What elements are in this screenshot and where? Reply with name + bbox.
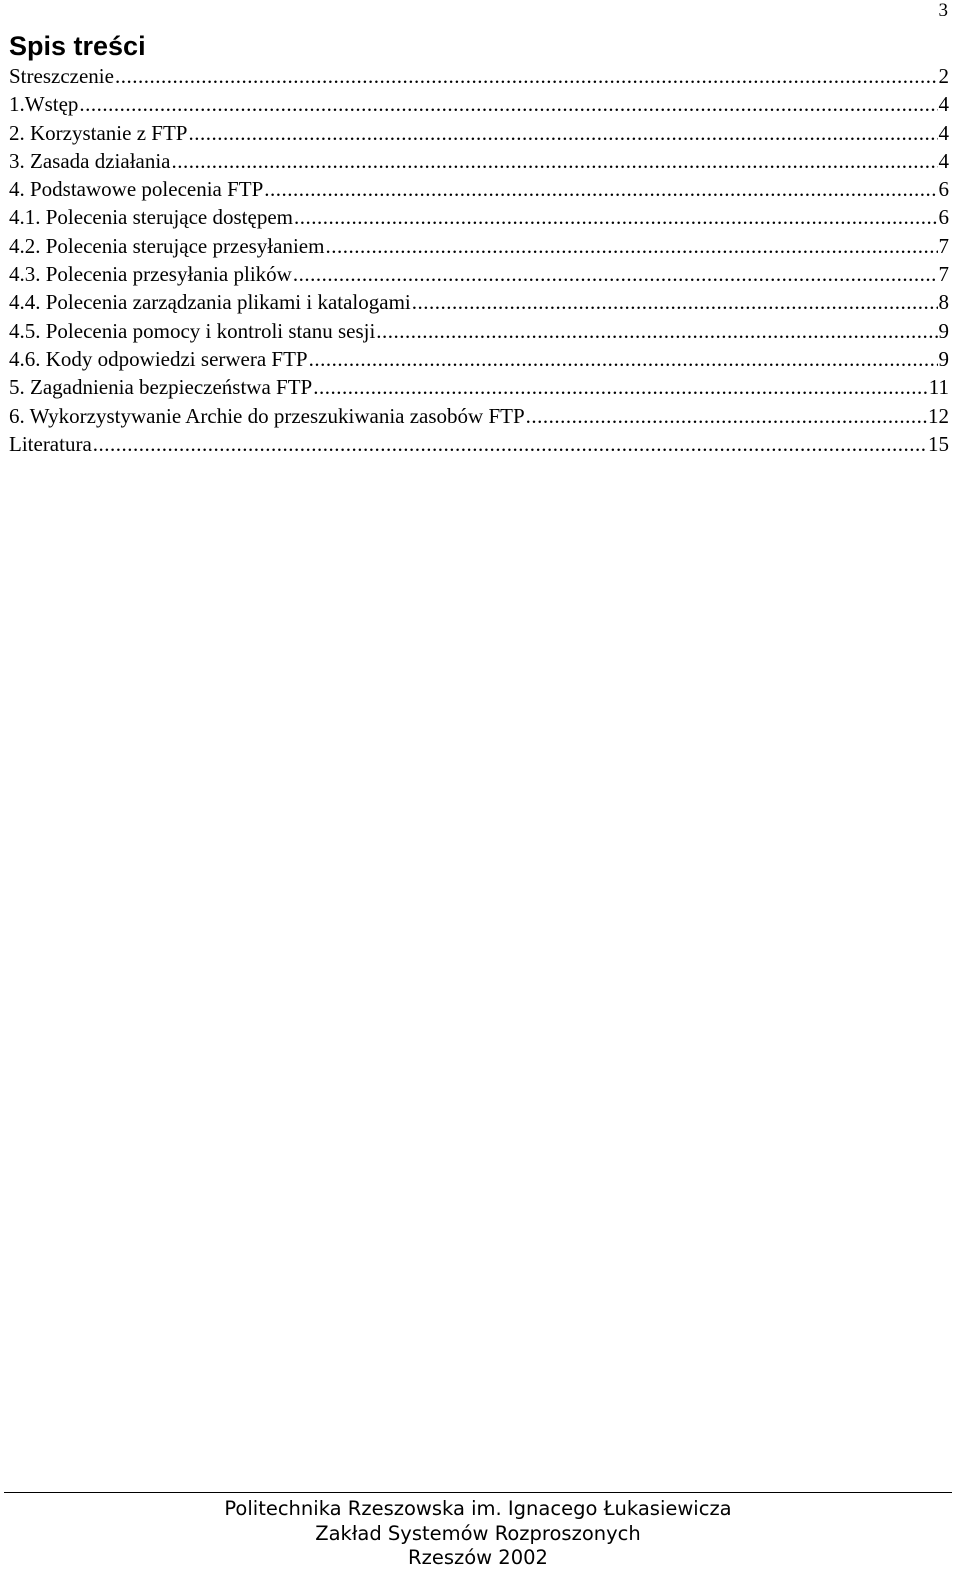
toc-dot-leader bbox=[79, 90, 937, 118]
toc-title: Spis treści bbox=[9, 31, 146, 61]
toc-entry-page: 6 bbox=[938, 205, 949, 230]
toc-entry[interactable] bbox=[9, 430, 949, 458]
toc-entry-title: Literatura bbox=[9, 431, 92, 456]
toc-entry[interactable] bbox=[9, 147, 949, 175]
toc-dot-leader bbox=[294, 203, 938, 231]
toc-entry-page: 12 bbox=[928, 403, 949, 428]
toc-entry[interactable] bbox=[9, 203, 949, 231]
toc-entry-title: 4.5. Polecenia pomocy i kontroli stanu sesji bbox=[9, 318, 376, 343]
toc-entry-page: 4 bbox=[938, 120, 949, 145]
toc-entry[interactable] bbox=[9, 260, 949, 288]
toc-entry-page: 7 bbox=[938, 262, 949, 287]
toc-dot-leader bbox=[172, 147, 938, 175]
toc-entry-page: 9 bbox=[938, 318, 949, 343]
toc-entry[interactable] bbox=[9, 402, 949, 430]
toc-entry-title: 4.6. Kody odpowiedzi serwera FTP bbox=[9, 346, 308, 371]
toc-dot-leader bbox=[313, 373, 928, 401]
toc-dot-leader bbox=[412, 288, 938, 316]
footer-department: Zakład Systemów Rozproszonych bbox=[315, 1521, 641, 1545]
toc-entry-title: 3. Zasada działania bbox=[9, 148, 171, 173]
page-footer bbox=[0, 1497, 956, 1571]
toc-dot-leader bbox=[526, 402, 927, 430]
toc-entry[interactable] bbox=[9, 288, 949, 316]
toc-entry-page: 15 bbox=[928, 431, 949, 456]
toc-dot-leader bbox=[264, 175, 937, 203]
toc-dot-leader bbox=[293, 260, 938, 288]
toc-entry[interactable] bbox=[9, 119, 949, 147]
toc-dot-leader bbox=[376, 317, 937, 345]
toc-entry-title: 4.4. Polecenia zarządzania plikami i katalogami bbox=[9, 290, 411, 315]
footer-divider bbox=[4, 1492, 952, 1493]
toc-entry-page: 4 bbox=[938, 92, 949, 117]
toc-dot-leader bbox=[93, 430, 927, 458]
footer-university: Politechnika Rzeszowska im. Ignacego Łukasiewicza bbox=[224, 1497, 732, 1520]
toc-entry-page: 6 bbox=[938, 177, 949, 202]
toc-entry-page: 11 bbox=[928, 375, 949, 400]
toc-entry-title: 1.Wstęp bbox=[9, 92, 79, 117]
toc-entry-title: 5. Zagadnienia bezpieczeństwa FTP bbox=[9, 375, 313, 400]
toc-dot-leader bbox=[325, 232, 937, 260]
toc-entry-title: 4.1. Polecenia sterujące dostępem bbox=[9, 205, 293, 230]
toc-entry-title: 2. Korzystanie z FTP bbox=[9, 120, 188, 145]
table-of-contents bbox=[9, 62, 949, 458]
toc-entry[interactable] bbox=[9, 175, 949, 203]
toc-entry-page: 4 bbox=[938, 148, 949, 173]
toc-dot-leader bbox=[115, 62, 938, 90]
toc-entry[interactable] bbox=[9, 317, 949, 345]
footer-place-year: Rzeszów 2002 bbox=[408, 1546, 548, 1569]
toc-entry-title: Streszczenie bbox=[9, 64, 114, 88]
toc-entry-page: 2 bbox=[938, 64, 949, 88]
toc-entry[interactable] bbox=[9, 90, 949, 118]
toc-entry[interactable] bbox=[9, 345, 949, 373]
toc-entry-page: 8 bbox=[938, 290, 949, 315]
toc-entry-title: 4.3. Polecenia przesyłania plików bbox=[9, 262, 292, 287]
toc-entry-page: 9 bbox=[938, 346, 949, 371]
toc-entry-title: 6. Wykorzystywanie Archie do przeszukiwania zasobów FTP bbox=[9, 403, 525, 428]
toc-dot-leader bbox=[188, 119, 937, 147]
toc-entry[interactable] bbox=[9, 62, 949, 90]
page-number: 3 bbox=[938, 0, 948, 21]
toc-entry-title: 4.2. Polecenia sterujące przesyłaniem bbox=[9, 233, 325, 258]
toc-entry-title: 4. Podstawowe polecenia FTP bbox=[9, 177, 264, 202]
toc-entry[interactable] bbox=[9, 232, 949, 260]
toc-entry[interactable] bbox=[9, 373, 949, 401]
toc-dot-leader bbox=[309, 345, 938, 373]
toc-entry-page: 7 bbox=[938, 233, 949, 258]
